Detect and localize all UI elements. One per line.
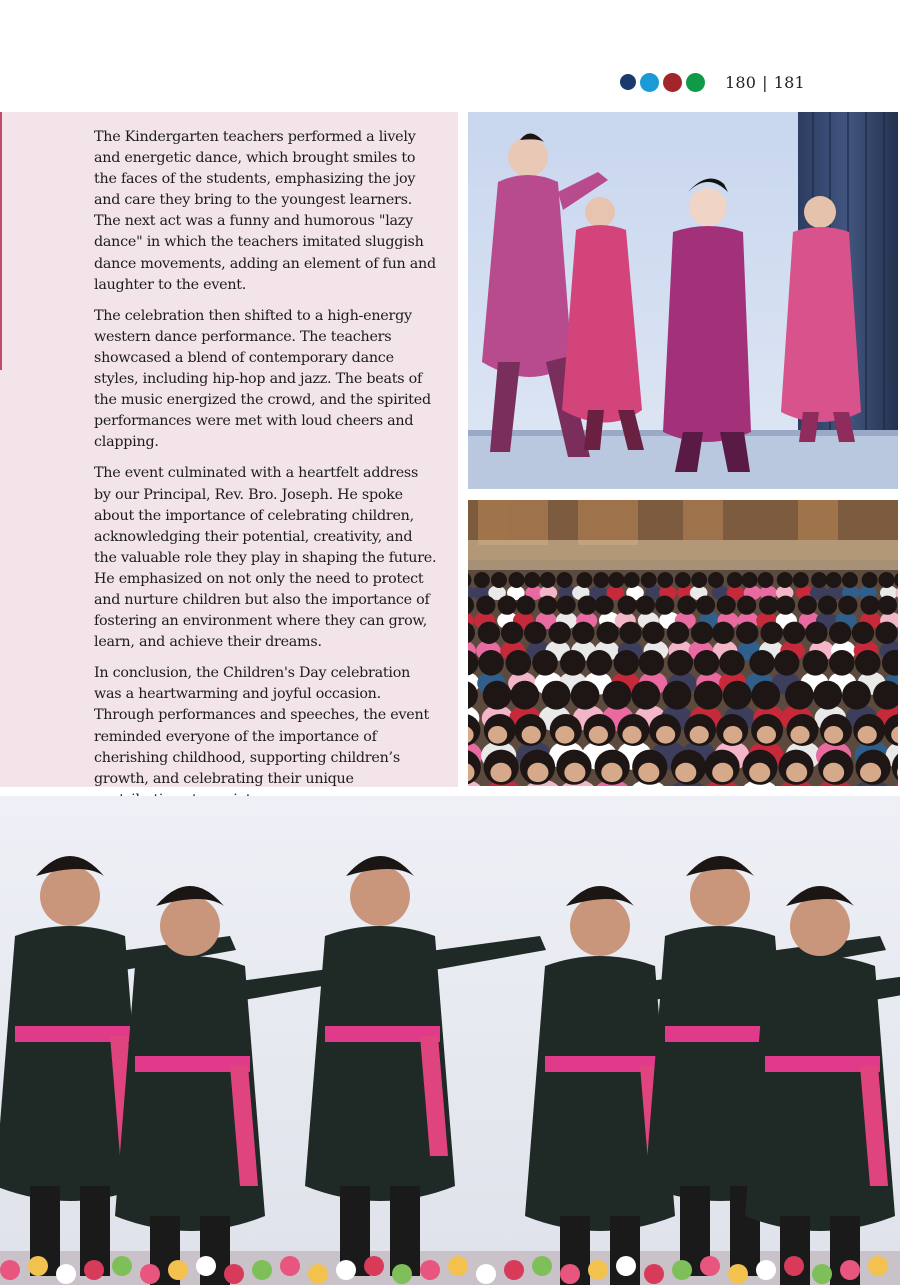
page-separator: | <box>762 72 768 92</box>
article-paragraph: The Kindergarten teachers performed a lively and energetic dance, which brought smiles to the faces of the students, emphasizing the joy and care they bring to the youngest learners. The next act was a funny and humorous "lazy dance" in which the teachers imitated sluggish dance movements, adding an element of fun and laughter to the event. <box>94 129 436 293</box>
blue-dot-icon <box>640 73 659 92</box>
navy-dot-icon <box>620 74 636 90</box>
stage-dance-photo <box>468 112 898 489</box>
article-paragraph: In conclusion, the Children's Day celebration was a heartwarming and joyful occasion. Through performances and speeches, the event reminded everyone of the importance of cherishing childhood, supporting children’s growth, and celebrating their unique <box>94 665 429 787</box>
red-dot-icon <box>663 73 682 92</box>
page-numbers <box>725 73 805 92</box>
page-header <box>620 68 805 96</box>
teachers-dance-photo <box>0 796 900 1285</box>
accent-line <box>0 112 2 370</box>
article-paragraph: The celebration then shifted to a high-energy western dance performance. The teachers showcased a blend of contemporary dance styles, including hip-hop and jazz. The beats of the music energized the crowd, and the spirited performances were met with loud cheers and clapping. <box>94 307 431 451</box>
audience-photo <box>468 500 898 786</box>
page-number-left: 180 <box>725 72 757 92</box>
article-body <box>94 127 438 821</box>
page-number-right: 181 <box>773 72 805 92</box>
green-dot-icon <box>686 73 705 92</box>
article-paragraph: The event culminated with a heartfelt address by our Principal, Rev. Bro. Joseph. He spoke about the importance of celebrating children, acknowledging their potential, creativity, and the valuable role they play in shaping the future. He emphasized on not only the need to protect and nurture children but also the importance of fostering an environment where they can grow, learn, and achieve their dreams. <box>94 465 437 651</box>
